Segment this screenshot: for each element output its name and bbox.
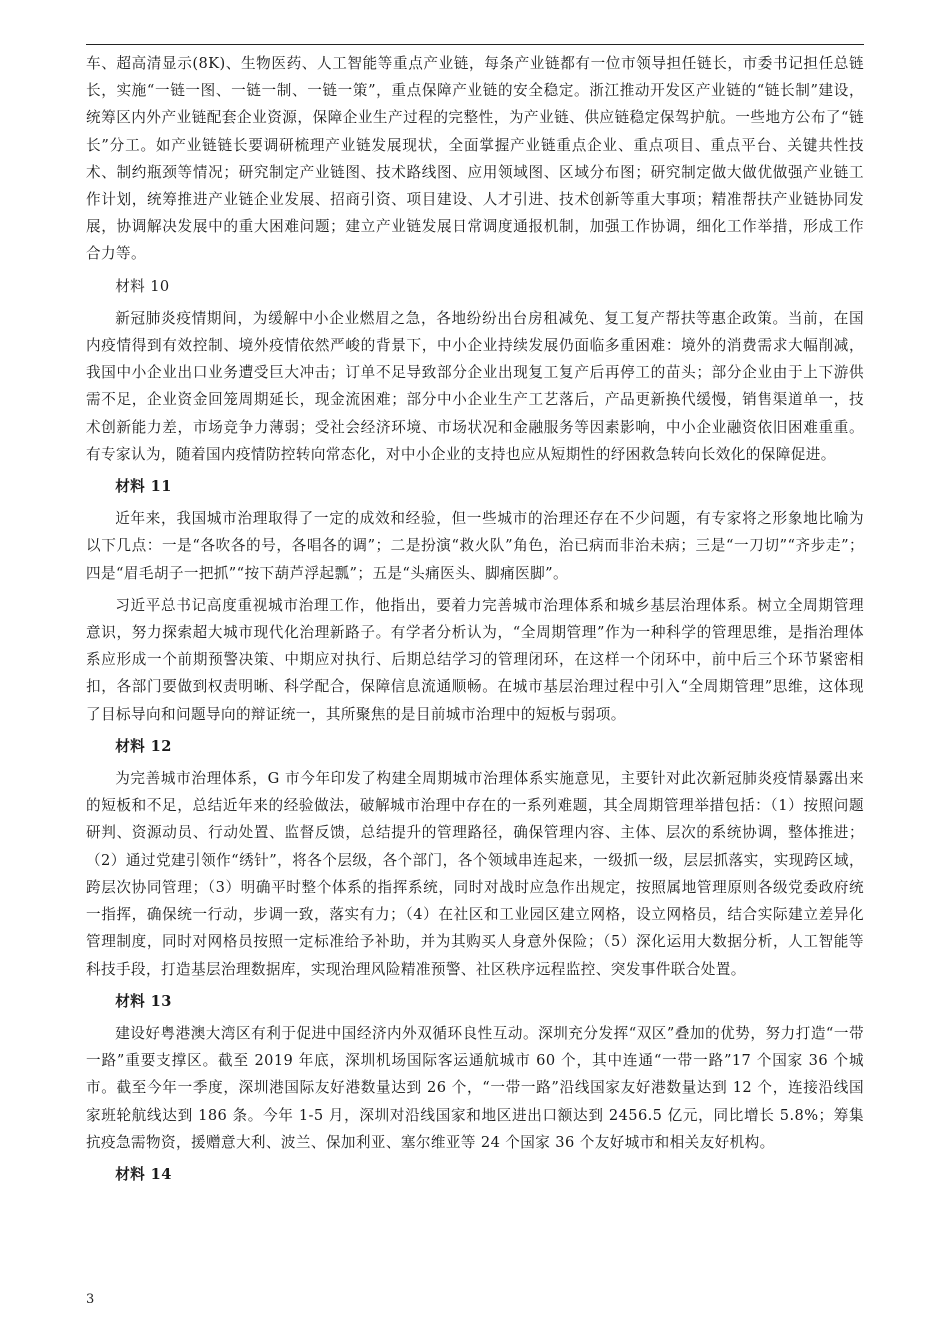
page-number: 3 bbox=[86, 1292, 95, 1307]
paragraph-material-11-b: 习近平总书记高度重视城市治理工作，他指出，要着力完善城市治理体系和城乡基层治理体系。树立全周期管理意识，努力探索超大城市现代化治理新路子。有学者分析认为，“全周期管理”作为一种科学的管理思维，是指治理体系应形成一个前期预警决策、中期应对执行、后期总结学习的管理闭环，在这样一个闭环中，前中后三个环节紧密相扣，各部门要做到权责明晰、科学配合，保障信息流通顺畅。在城市基层治理过程中引入“全周期管理”思维，这体现了目标导向和问题导向的辩证统一，其所聚焦的是目前城市治理中的短板与弱项。 bbox=[86, 596, 864, 723]
paragraph-material-13: 建设好粤港澳大湾区有利于促进中国经济内外双循环良性互动。深圳充分发挥“双区”叠加的优势，努力打造“一带一路”重要支撑区。截至 2019 年底，深圳机场国际客运通航城市 60 个，其中连通“一带一路”17 个国家 36 个城市。截至今年一季度，深圳港国际友好港数量达到 26 个，“一带一路”沿线国家友好港数量达到 12 个，连接沿线国家班轮航线达到 186 条。今年 1-5 月，深圳对沿线国家和地区进出口额达到 2456.5 亿元，同比增长 5.8%；筹集抗疫急需物资，援赠意大利、波兰、保加利亚、塞尔维亚等 24 个国家 36 个友好城市和相关友好机构。 bbox=[86, 1024, 864, 1151]
heading-material-12: 材料 12 bbox=[115, 737, 172, 755]
paragraph-material-10: 新冠肺炎疫情期间，为缓解中小企业燃眉之急，各地纷纷出台房租减免、复工复产帮扶等惠企政策。当前，在国内疫情得到有效控制、境外疫情依然严峻的背景下，中小企业持续发展仍面临多重困难：境外的消费需求大幅削减，我国中小企业出口业务遭受巨大冲击；订单不足导致部分企业出现复工复产后再停工的苗头；部分企业由于上下游供需不足，企业资金回笼周期延长，现金流困难；部分中小企业生产工艺落后，产品更新换代缓慢，销售渠道单一，技术创新能力差，市场竞争力薄弱；受社会经济环境、市场状况和金融服务等因素影响，中小企业融资依旧困难重重。有专家认为，随着国内疫情防控转向常态化，对中小企业的支持也应从短期性的纾困救急转向长效化的保障促进。 bbox=[86, 309, 864, 463]
document-body bbox=[86, 50, 864, 1188]
heading-material-10: 材料 10 bbox=[115, 277, 170, 295]
heading-material-14: 材料 14 bbox=[115, 1165, 172, 1183]
header-rule bbox=[86, 44, 864, 45]
paragraph-material-11-a: 近年来，我国城市治理取得了一定的成效和经验，但一些城市的治理还存在不少问题，有专家将之形象地比喻为以下几点：一是“各吹各的号，各唱各的调”；二是扮演“救火队”角色，治已病而非治未病；三是“一刀切”“齐步走”；四是“眉毛胡子一把抓”“按下葫芦浮起瓢”；五是“头痛医头、脚痛医脚”。 bbox=[86, 510, 864, 582]
paragraph-material-12: 为完善城市治理体系，G 市今年印发了构建全周期城市治理体系实施意见，主要针对此次新冠肺炎疫情暴露出来的短板和不足，总结近年来的经验做法，破解城市治理中存在的一系列难题，其全周期管理举措包括：（1）按照问题研判、资源动员、行动处置、监督反馈，总结提升的管理路径，确保管理内容、主体、层次的系统协调，整体推进；（2）通过党建引领作“绣针”，将各个层级，各个部门，各个领域串连起来，一级抓一级，层层抓落实，实现跨区域，跨层次协同管理；（3）明确平时整个体系的指挥系统，同时对战时应急作出规定，按照属地管理原则各级党委政府统一指挥，确保统一行动，步调一致，落实有力；（4）在社区和工业园区建立网格，设立网格员，结合实际建立差异化管理制度，同时对网格员按照一定标准给予补助，并为其购买人身意外保险；（5）深化运用大数据分析，人工智能等科技手段，打造基层治理数据库，实现治理风险精准预警、社区秩序远程监控、突发事件联合处置。 bbox=[86, 770, 864, 978]
heading-material-11: 材料 11 bbox=[115, 478, 172, 496]
heading-material-13: 材料 13 bbox=[115, 992, 172, 1010]
paragraph-material-9-continued: 车、超高清显示(8K)、生物医药、人工智能等重点产业链，每条产业链都有一位市领导担任链长，市委书记担任总链长，实施“一链一图、一链一制、一链一策”，重点保障产业链的安全稳定。浙江推动开发区产业链的“链长制”建设，统筹区内外产业链配套企业资源，保障企业生产过程的完整性，为产业链、供应链稳定保驾护航。一些地方公布了“链长”分工。如产业链链长要调研梳理产业链发展现状，全面掌握产业链重点企业、重点项目、重点平台、关键共性技术、制约瓶颈等情况；研究制定产业链图、技术路线图、应用领域图、区域分布图；研究制定做大做优做强产业链工作计划，统筹推进产业链企业发展、招商引资、项目建设、人才引进、技术创新等重大事项；精准帮扶产业链协同发展，协调解决发展中的重大困难问题；建立产业链发展日常调度通报机制，加强工作协调，细化工作举措，形成工作合力等。 bbox=[86, 55, 864, 263]
